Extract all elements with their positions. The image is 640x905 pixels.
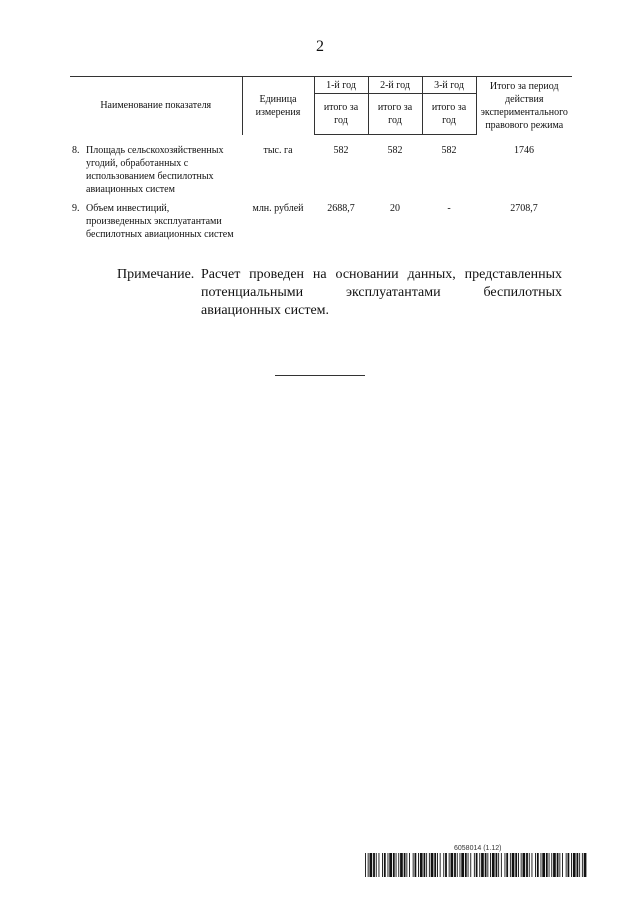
row-number: 8. xyxy=(72,145,80,156)
divider-line xyxy=(275,375,365,376)
table-row xyxy=(70,144,572,202)
row-year-3: 582 xyxy=(441,145,457,156)
header-name: Наименование показателя xyxy=(70,77,242,135)
note-block xyxy=(117,266,562,320)
header-unit: Единица измерения xyxy=(242,77,314,135)
row-name-cell xyxy=(70,144,242,202)
indicators-table xyxy=(70,76,572,241)
row-year-2: 20 xyxy=(390,203,400,214)
table-row xyxy=(70,202,572,241)
header-total: Итого за период действия экспериментального правового режима xyxy=(476,77,572,135)
header-year-2: 2-й год xyxy=(368,77,422,94)
row-total: 2708,7 xyxy=(510,203,538,214)
row-year-3: - xyxy=(447,203,451,214)
header-subtotal-1: итого за год xyxy=(314,94,368,135)
row-total: 1746 xyxy=(514,145,534,156)
row-year-2: 582 xyxy=(387,145,403,156)
barcode xyxy=(365,853,587,877)
header-year-1: 1-й год xyxy=(314,77,368,94)
row-name-cell xyxy=(70,202,242,241)
header-subtotal-3: итого за год xyxy=(422,94,476,135)
barcode-code: 6058014 (1.12) xyxy=(454,845,502,852)
row-unit: млн. рублей xyxy=(252,203,304,214)
note-label: Примечание. xyxy=(117,267,195,282)
page-number: 2 xyxy=(316,38,324,55)
header-subtotal-2: итого за год xyxy=(368,94,422,135)
row-unit: тыс. га xyxy=(263,145,293,156)
indicators-table-container xyxy=(70,76,572,241)
row-name: Объем инвестиций, произведенных эксплуатантами беспилотных авиационных систем xyxy=(86,203,234,240)
row-name: Площадь сельскохозяйственных угодий, обработанных с использованием беспилотных авиационных систем xyxy=(86,145,224,195)
row-number: 9. xyxy=(72,203,80,214)
row-year-1: 2688,7 xyxy=(327,203,355,214)
row-year-1: 582 xyxy=(333,145,349,156)
note-text: Расчет проведен на основании данных, представленных потенциальными эксплуатантами беспилотных авиационных систем. xyxy=(201,267,562,318)
header-year-3: 3-й год xyxy=(422,77,476,94)
